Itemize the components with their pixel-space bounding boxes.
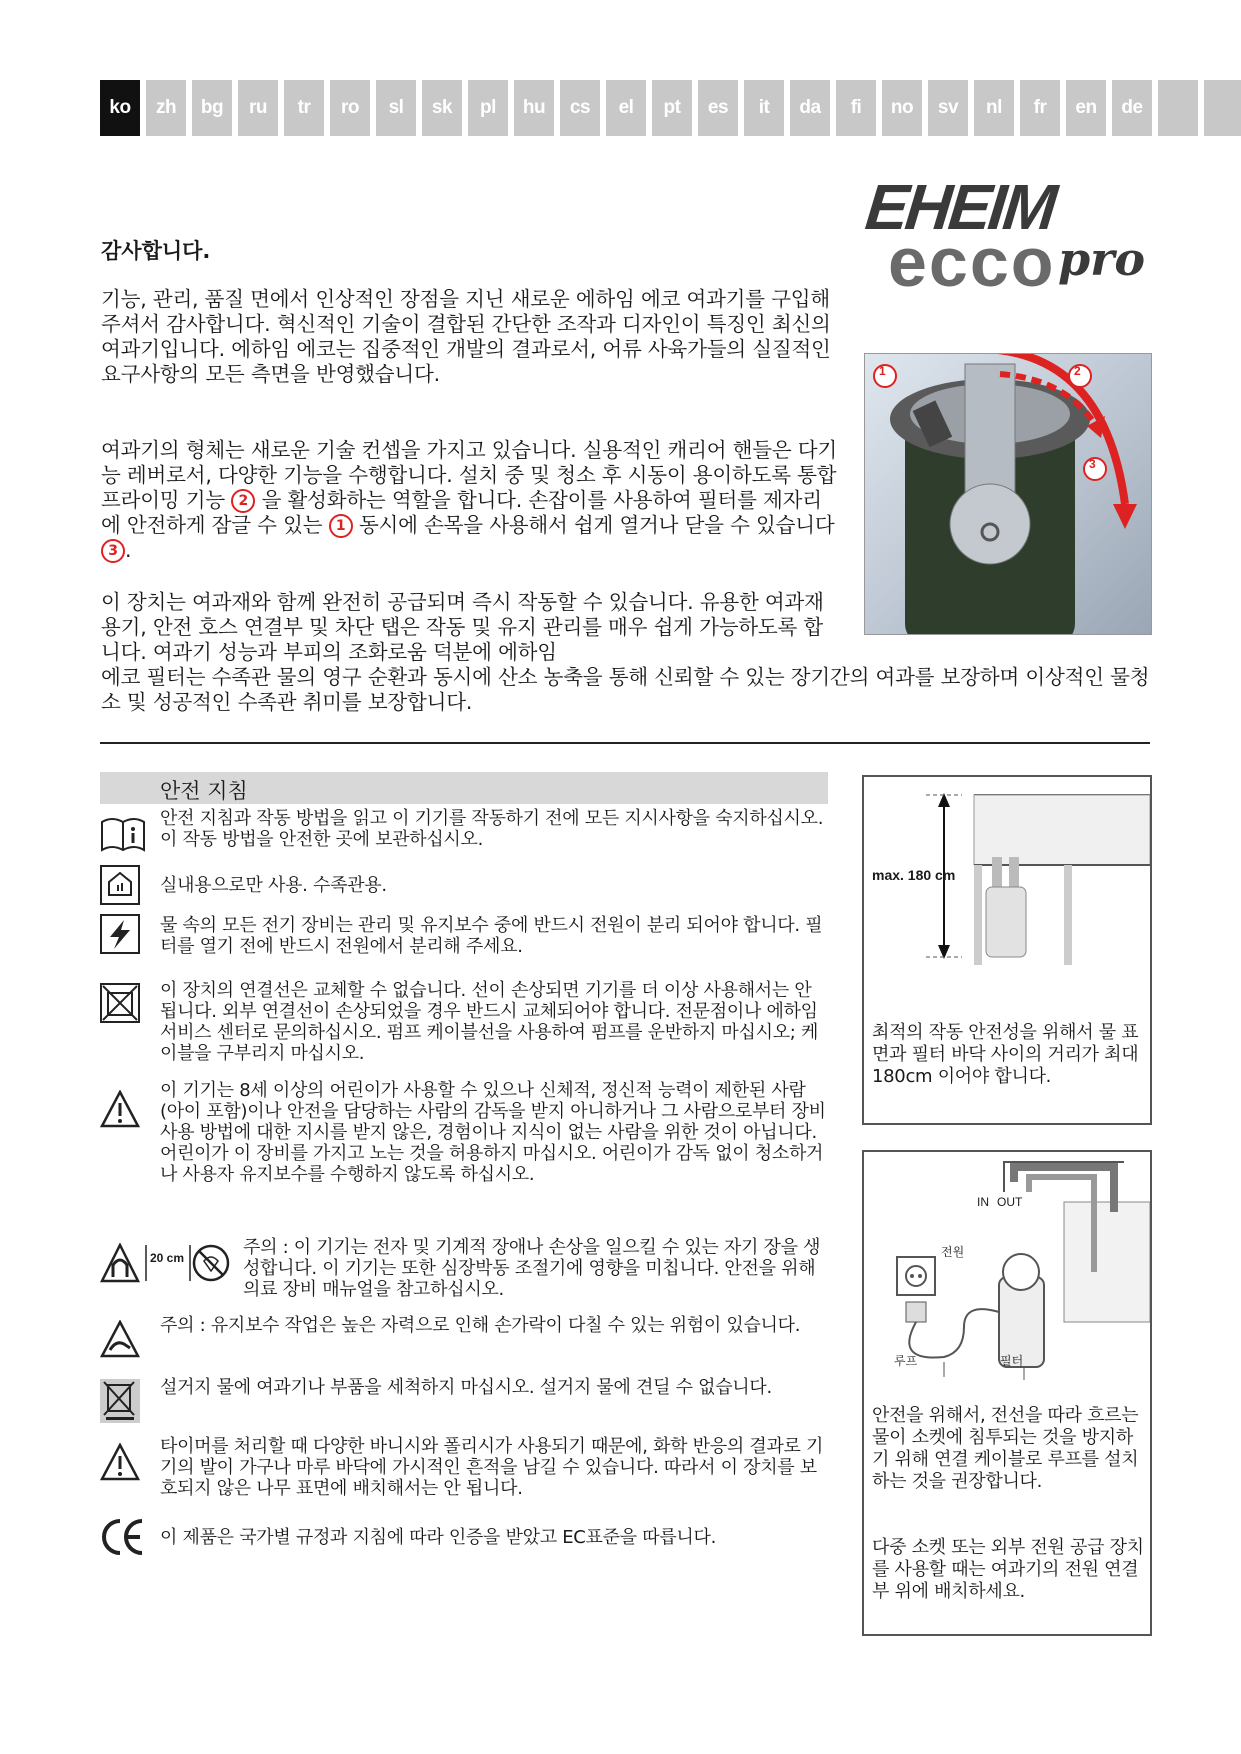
safety-item-10: 이 제품은 국가별 규정과 지침에 따라 인증을 받았고 EC표준을 따릅니다.	[160, 1527, 717, 1548]
lang-tab-ko: ko	[100, 80, 140, 136]
safety-title: 안전 지침	[160, 779, 248, 803]
power-strip-text: 다중 소켓 또는 외부 전원 공급 장치를 사용할 때는 여과기의 전원 연결부 위에 배치하세요.	[872, 1537, 1144, 1602]
safety-item-9: 타이머를 처리할 때 다양한 바니시와 폴리시가 사용되기 때문에, 화학 반응의 결과로 기기의 발이 가구나 마루 바닥에 가시적인 흔적을 남길 수 있습니다. 따라서 이 장치를 보호되지 않은 나무 표면에 배치해서는 안 됩니다.	[160, 1436, 824, 1499]
photo-label-3: 3	[1089, 457, 1096, 471]
power-label: 전원	[941, 1245, 965, 1259]
lang-tab-sv: sv	[928, 80, 968, 136]
lang-tab-it: it	[744, 80, 784, 136]
lang-tab-no: no	[882, 80, 922, 136]
lang-tab-hu: hu	[514, 80, 554, 136]
max-height-box	[862, 775, 1152, 1125]
safety-item-1: 안전 지침과 작동 방법을 읽고 이 기기를 작동하기 전에 모든 지시사항을 숙지하십시오. 이 작동 방법을 안전한 곳에 보관하십시오.	[160, 808, 824, 850]
lang-tab-empty	[1204, 80, 1241, 136]
filter-label: 필터	[1000, 1354, 1024, 1368]
callout-1-icon: 1	[329, 514, 353, 538]
safety-item-6: 주의 : 이 기기는 전자 및 기계적 장애나 손상을 일으킬 수 있는 자기 장을 생성합니다. 이 기기는 또한 심장박동 조절기에 영향을 미칩니다. 안전을 위해 의료 장비 매뉴얼을 참고하십시오.	[243, 1237, 821, 1300]
safety-item-4: 이 장치의 연결선은 교체할 수 없습니다. 선이 손상되면 기기를 더 이상 사용해서는 안됩니다. 외부 연결선이 손상되었을 경우 반드시 교체되어야 합니다. 전문점이나 에하임 서비스 센터로 문의하십시오. 펌프 케이블선을 사용하여 펌프를 운반하지 마십시오; 케이블을 구부리지 마십시오.	[160, 980, 819, 1064]
logo-brand: EHEIM	[862, 171, 1058, 243]
callout-3-icon: 3	[101, 539, 125, 563]
safety-header	[100, 772, 828, 804]
pinch-hazard-icon	[100, 1320, 140, 1360]
intro-title: 감사합니다.	[101, 239, 211, 263]
no-dishwasher-icon	[100, 1379, 140, 1419]
lang-tab-pt: pt	[652, 80, 692, 136]
safety-item-5: 이 기기는 8세 이상의 어린이가 사용할 수 있으나 신체적, 정신적 능력이 제한된 사람(아이 포함)이나 안전을 담당하는 사람의 감독을 받지 아니하거나 그 사람으로부터 장비 사용 방법에 대한 지시를 받지 않은, 경험이나 지식이 없는 사람을 위한 것이 아닙니다. 어린이가 이 장비를 가지고 노는 것을 허용하지 마십시오. 어린이가 감독 없이 청소하거나 사용자 유지보수를 수행하지 않도록 하십시오.	[160, 1080, 826, 1185]
electric-hazard-icon	[100, 914, 140, 954]
magnet-pacemaker-icons	[100, 1243, 230, 1283]
lang-tab-es: es	[698, 80, 738, 136]
lang-tab-empty	[1158, 80, 1198, 136]
intro-paragraph-3a: 이 장치는 여과재와 함께 완전히 공급되며 즉시 작동할 수 있습니다. 유용한 여과재 용기, 안전 호스 연결부 및 차단 탭은 작동 및 유지 관리를 매우 쉽게 가능하도록 합니다. 여과기 성능과 부피의 조화로움 덕분에 에하임	[101, 590, 824, 664]
lang-tab-sl: sl	[376, 80, 416, 136]
lang-tab-el: el	[606, 80, 646, 136]
language-tab-bar	[100, 80, 1241, 136]
no-cable-replace-icon	[100, 983, 140, 1023]
out-label: OUT	[997, 1195, 1023, 1209]
lang-tab-cs: cs	[560, 80, 600, 136]
warning-triangle-icon	[100, 1443, 140, 1483]
loop-label: 루프	[894, 1354, 918, 1368]
max-height-label: max. 180 cm	[872, 867, 956, 883]
lang-tab-fi: fi	[836, 80, 876, 136]
indoor-use-icon	[100, 865, 140, 905]
eheim-ecco-pro-logo	[858, 170, 1158, 310]
drip-loop-text: 안전을 위해서, 전선을 따라 흐르는 물이 소켓에 침투되는 것을 방지하기 위해 연결 케이블로 루프를 설치하는 것을 권장합니다.	[872, 1405, 1139, 1492]
section-divider	[100, 742, 1150, 744]
filter-handle-photo	[864, 353, 1152, 635]
intro-paragraph-1: 기능, 관리, 품질 면에서 인상적인 장점을 지닌 새로운 에하임 에코 여과기를 구입해 주셔서 감사합니다. 혁신적인 기술이 결합된 간단한 조작과 디자인이 특징인 최신의 여과기입니다. 에하임 에코는 집중적인 개발의 결과로서, 어류 사육가들의 실질적인 요구사항의 모든 측면을 반영했습니다.	[101, 287, 831, 386]
lang-tab-fr: fr	[1020, 80, 1060, 136]
logo-suffix: pro	[1058, 232, 1146, 286]
lang-tab-da: da	[790, 80, 830, 136]
lang-tab-zh: zh	[146, 80, 186, 136]
logo-product: ecco	[888, 223, 1056, 301]
safety-item-8: 설거지 물에 여과기나 부품을 세척하지 마십시오. 설거지 물에 견딜 수 없습니다.	[160, 1377, 772, 1398]
max-height-text: 최적의 작동 안전성을 위해서 물 표면과 필터 바닥 사이의 거리가 최대 180cm 이어야 합니다.	[872, 1022, 1139, 1087]
lang-tab-ro: ro	[330, 80, 370, 136]
safety-item-7: 주의 : 유지보수 작업은 높은 자력으로 인해 손가락이 다칠 수 있는 위험이 있습니다.	[160, 1315, 801, 1336]
lang-tab-bg: bg	[192, 80, 232, 136]
in-label: IN	[977, 1195, 989, 1209]
safety-item-3: 물 속의 모든 전기 장비는 관리 및 유지보수 중에 반드시 전원이 분리 되어야 합니다. 필터를 열기 전에 반드시 전원에서 분리해 주세요.	[160, 915, 823, 957]
read-manual-icon	[100, 814, 140, 854]
lang-tab-nl: nl	[974, 80, 1014, 136]
lang-tab-tr: tr	[284, 80, 324, 136]
callout-2-icon: 2	[231, 489, 255, 513]
intro-paragraph-2: 여과기의 형체는 새로운 기술 컨셉을 가지고 있습니다. 실용적인 캐리어 핸들은 다기능 레버로서, 다양한 기능을 수행합니다. 설치 중 및 청소 후 시동이 용이하도록 통합 프라이밍 기능 2 을 활성화하는 역할을 합니다. 손잡이를 사용하여 필터를 제자리에 안전하게 잠글 수 있는 1 동시에 손목을 사용해서 쉽게 열거나 닫을 수 있습니다 3 .	[101, 438, 837, 562]
drip-loop-box	[862, 1150, 1152, 1636]
lang-tab-en: en	[1066, 80, 1106, 136]
safety-item-2: 실내용으로만 사용. 수족관용.	[160, 875, 387, 896]
photo-label-2: 2	[1074, 364, 1081, 378]
lang-tab-de: de	[1112, 80, 1152, 136]
photo-label-1: 1	[879, 364, 886, 378]
lang-tab-sk: sk	[422, 80, 462, 136]
warning-triangle-icon	[100, 1090, 140, 1130]
ce-mark-icon	[100, 1517, 140, 1557]
lang-tab-pl: pl	[468, 80, 508, 136]
distance-label: 20 cm	[150, 1251, 185, 1265]
intro-paragraph-3b: 에코 필터는 수족관 물의 영구 순환과 동시에 산소 농축을 통해 신뢰할 수 있는 장기간의 여과를 보장하며 이상적인 물청소 및 성공적인 수족관 취미를 보장합니다.	[101, 665, 1150, 714]
lang-tab-ru: ru	[238, 80, 278, 136]
